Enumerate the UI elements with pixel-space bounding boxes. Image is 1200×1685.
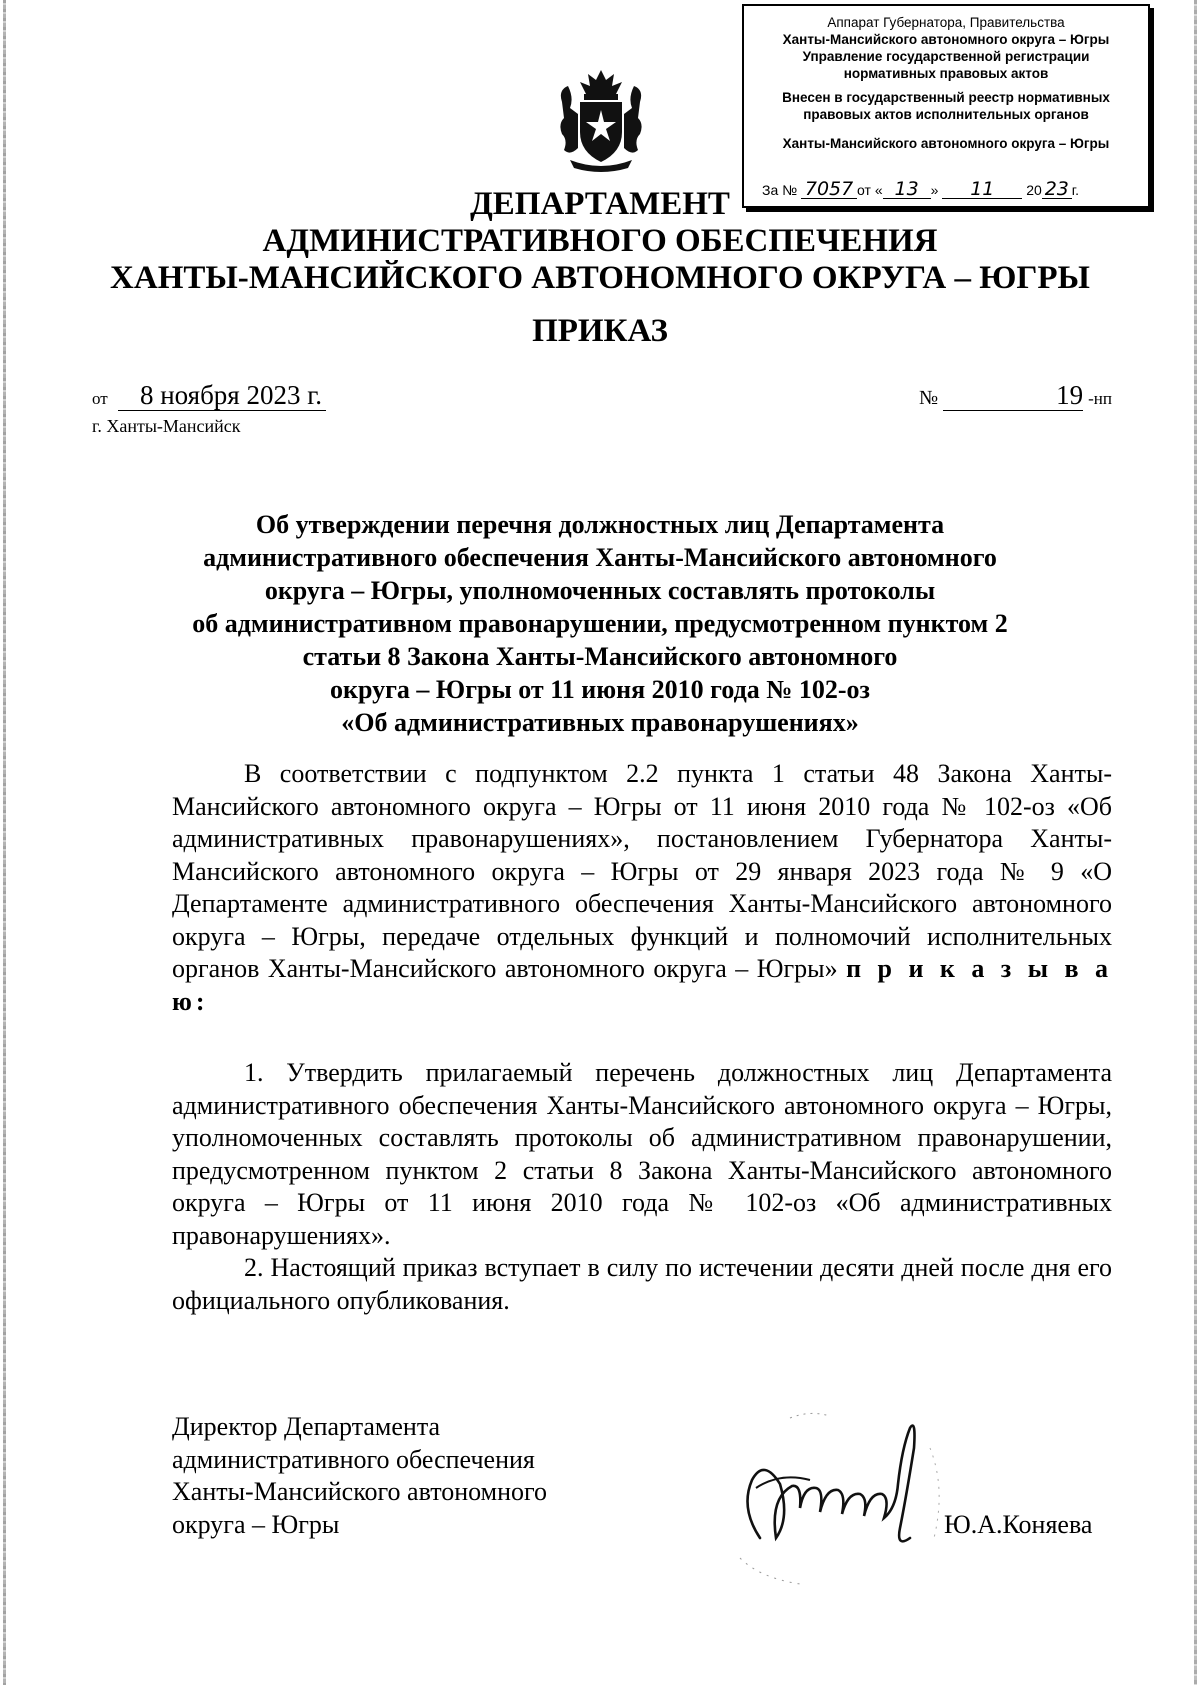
date-prefix: от	[92, 389, 108, 408]
signatory-title-line: Директор Департамента	[172, 1412, 441, 1441]
department-line: ДЕПАРТАМЕНТ	[470, 186, 730, 222]
subject-line: административного обеспечения Ханты-Мансийского автономного	[203, 543, 997, 572]
order-number-row	[919, 380, 1112, 411]
stamp-line: Управление государственной регистрации	[802, 49, 1090, 64]
stamp-day: 13	[883, 180, 931, 199]
stamp-quote: »	[930, 182, 939, 198]
subject-line: статьи 8 Закона Ханты-Мансийского автономного	[302, 642, 898, 671]
subject-line: округа – Югры от 11 июня 2010 года № 102-оз	[330, 675, 870, 704]
preamble-paragraph	[172, 758, 1112, 1018]
order-item-2: 2. Настоящий приказ вступает в силу по истечении десяти дней после дня его официального опубликования.	[172, 1253, 1112, 1315]
stamp-line: Ханты-Мансийского автономного округа – Югры	[782, 136, 1110, 151]
order-date: 8 ноября 2023 г.	[118, 380, 326, 411]
document-type-title: ПРИКАЗ	[532, 313, 668, 349]
order-items	[172, 1057, 1112, 1317]
stamp-line: Ханты-Мансийского автономного округа – Югры	[782, 32, 1110, 47]
order-number: 19	[943, 380, 1083, 411]
stamp-line: Внесен в государственный реестр нормативных	[782, 90, 1110, 105]
signatory-name: Ю.А.Коняева	[944, 1510, 1093, 1539]
subject-line: «Об административных правонарушениях»	[341, 708, 859, 737]
number-label: №	[919, 387, 939, 409]
signatory-title-line: административного обеспечения	[172, 1444, 535, 1474]
signatory-title-line: округа – Югры	[172, 1509, 340, 1539]
coat-of-arms-icon	[556, 68, 646, 174]
subject-line: Об утверждении перечня должностных лиц Департамента	[255, 510, 945, 539]
order-subject	[140, 508, 1060, 739]
stamp-line: правовых актов исполнительных органов	[803, 107, 1089, 122]
handwritten-signature	[720, 1388, 950, 1588]
registration-stamp	[742, 4, 1150, 208]
stamp-reg-number: 7057	[801, 180, 857, 199]
subject-line: округа – Югры, уполномоченных составлять протоколы	[264, 576, 936, 605]
signatory-title-line: Ханты-Мансийского автономного	[172, 1477, 548, 1506]
stamp-year-suffix: г.	[1071, 182, 1080, 198]
order-item-1: 1. Утвердить прилагаемый перечень должностных лиц Департамента административного обеспечения Ханты-Мансийского автономного округа – Югры, уполномоченных составлять протоколы об административном правонарушении, предусмотренном пунктом 2 статьи 8 Закона Ханты-Мансийского автономного округа – Югры от 11 июня 2010 года № 102-оз «Об административных правонарушениях».	[172, 1058, 1112, 1250]
stamp-from-label: от «	[857, 182, 883, 198]
stamp-year-prefix: 20	[1026, 182, 1042, 198]
signatory-title	[172, 1411, 547, 1541]
stamp-month: 11	[942, 180, 1022, 199]
number-suffix: -нп	[1088, 389, 1112, 408]
stamp-year: 23	[1042, 180, 1072, 199]
order-word: п р и к а з ы в а ю:	[172, 954, 1113, 1016]
department-line: АДМИНИСТРАТИВНОГО ОБЕСПЕЧЕНИЯ	[262, 223, 938, 259]
department-header	[0, 186, 1200, 297]
preamble-text: В соответствии с подпунктом 2.2 пункта 1 статьи 48 Закона Ханты-Мансийского автономного округа – Югры от 11 июня 2010 года № 102-оз «Об административных правонарушениях», постановлением Губернатора Ханты-Мансийского автономного округа – Югры от 29 января 2023 года № 9 «О Департаменте административного обеспечения Ханты-Мансийского автономного округа – Югры, передаче отдельных функций и полномочий исполнительных органов Ханты-Мансийского автономного округа – Югры»	[172, 759, 1112, 983]
stamp-line: нормативных правовых актов	[843, 66, 1049, 81]
stamp-reg-prefix: За №	[762, 182, 798, 198]
order-city: г. Ханты-Мансийск	[92, 416, 241, 436]
order-date-row	[92, 380, 326, 411]
department-line: ХАНТЫ-МАНСИЙСКОГО АВТОНОМНОГО ОКРУГА – ЮГРЫ	[110, 260, 1090, 296]
stamp-line: Аппарат Губернатора, Правительства	[827, 15, 1065, 30]
subject-line: об административном правонарушении, предусмотренном пунктом 2	[192, 609, 1008, 638]
